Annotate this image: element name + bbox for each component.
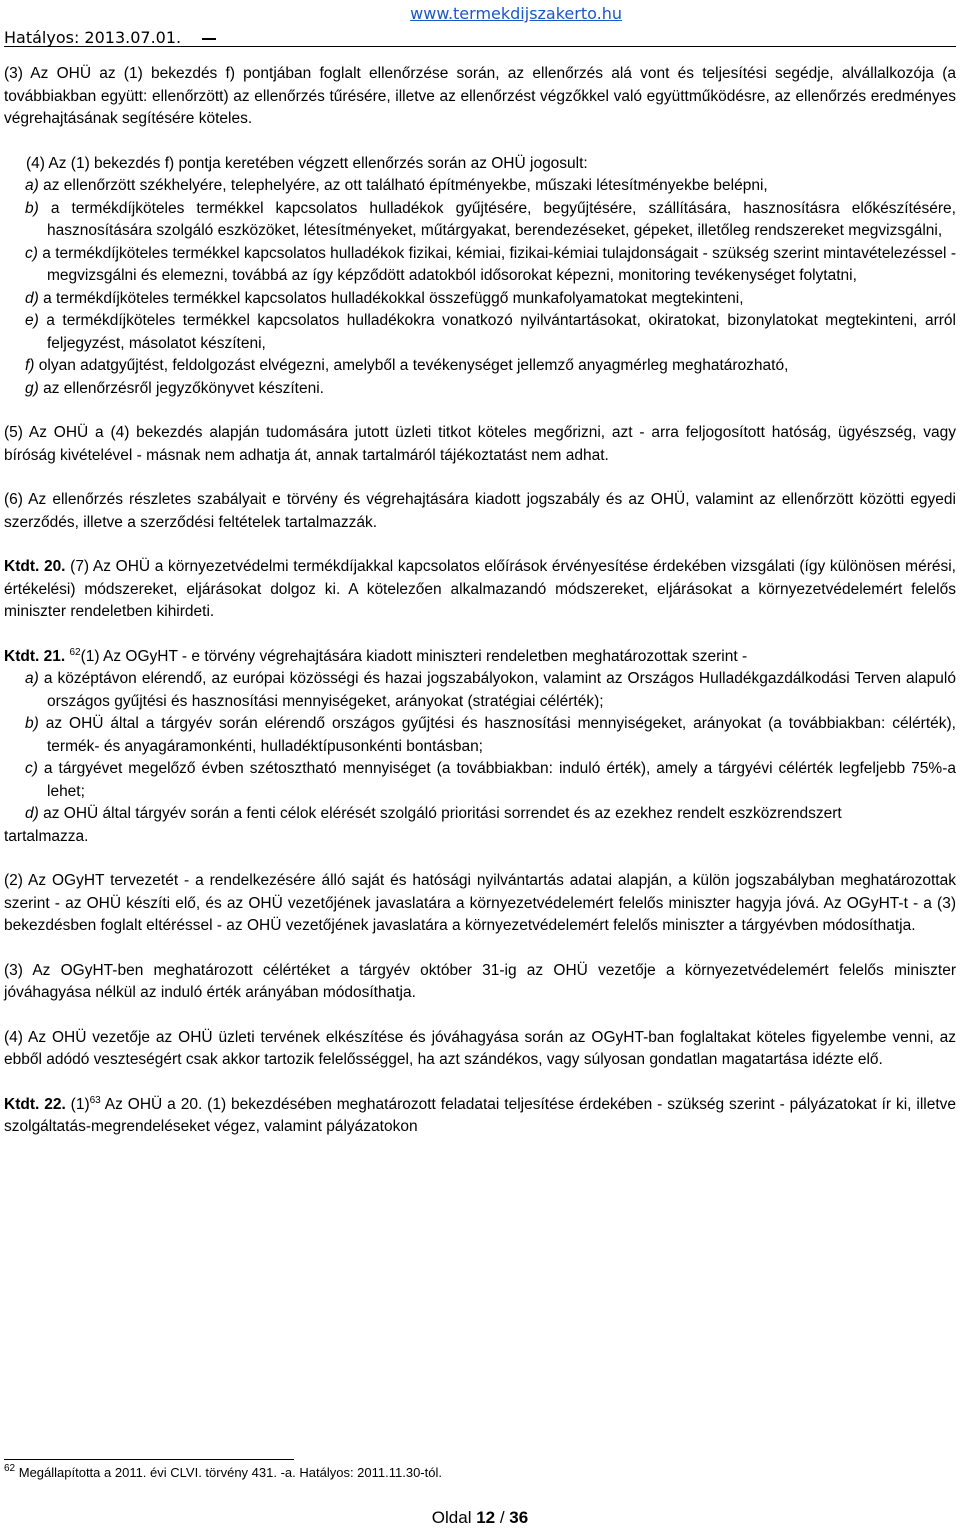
- effective-date: Hatályos: 2013.07.01.: [4, 28, 182, 47]
- list-item: e) a termékdíjköteles termékkel kapcsolatos hulladékokra vonatkozó nyilvántartásokat, okiratokat, bizonylatokat megtekinteni, arról feljegyzést, másolatot készíteni,: [25, 312, 956, 352]
- footnote-ref-62: 62: [69, 646, 81, 658]
- list-item: c) a tárgyévet megelőző évben szétosztható mennyiséget (a továbbiakban: induló érték), amely a tárgyévi célérték legfeljebb 75%-a lehet;: [25, 760, 956, 800]
- footnote-ref-63: 63: [89, 1094, 101, 1106]
- list-item: c) a termékdíjköteles termékkel kapcsolatos hulladékok fizikai, kémiai, fizikai-kémiai tulajdonságait - szükség szerint mintavételezéssel - megvizsgálni és elemezni, továbbá az így képződött adatokból idősorokat képezni, monitoring tevékenységet folytatni,: [25, 244, 956, 284]
- page-footer: Oldal 12 / 36: [431, 1508, 529, 1527]
- footnote: $^{62}$ Megállapította a 2011. évi CLVI. törvény 431. -a. Hatályos: 2011.11.30-tól.: [4, 1463, 442, 1480]
- section-20-label: Ktdt. 20.: [4, 558, 66, 575]
- site-link[interactable]: www.termekdijszakerto.hu: [410, 4, 622, 23]
- footnote-divider: [4, 1459, 294, 1460]
- paragraph-3: (3) Az OHÜ az (1) bekezdés f) pontjában foglalt ellenőrzése során, az ellenőrzés alá vont és teljesítési segédje, alvállalkozója (a továbbiakban együtt: ellenőrzött) az ellenőrzés tűrésére, illetve az ellenőrzést végzőkkel való együttműködésre, az ellenőrzés eredményes végrehajtásának segítésére köteles.: [4, 65, 956, 127]
- list-item: b) az OHÜ által a tárgyév során elérendő országos gyűjtési és hasznosítási mennyiségeket, arányokat (a továbbiakban: célérték), termék- és anyagáramonkénti, hulladéktípusonkénti bontásban;: [25, 715, 956, 755]
- paragraph-6: (6) Az ellenőrzés részletes szabályait e törvény és végrehajtására kiadott jogszabály és az OHÜ, valamint az ellenőrzött közötti egyedi szerződés, illetve a szerződési feltételek tartalmazzák.: [4, 491, 956, 531]
- list-item: f) olyan adatgyűjtést, feldolgozást elvégezni, amelyből a tevékenységet jellemző anyagmérleg meghatározható,: [25, 357, 789, 374]
- section-21-outro: tartalmazza.: [4, 827, 89, 845]
- section-21-paragraph-3: (3) Az OGyHT-ben meghatározott célértéket a tárgyév október 31-ig az OHÜ vezetője a környezetvédelemért felelős miniszter jóváhagyása nélkül az induló érték arányában módosíthatja.: [4, 961, 956, 1001]
- page-total: 36: [509, 1508, 529, 1527]
- list-item: b) a termékdíjköteles termékkel kapcsolatos hulladékok gyűjtésére, begyűjtésére, szállítására, hasznosításra előkészítésére, hasznosítására szolgáló eszközöket, létesítményeket, műtárgyakat, berendezéseket, gépeket, illetőleg rendszereket megvizsgálni,: [25, 199, 956, 239]
- list-item: d) a termékdíjköteles termékkel kapcsolatos hulladékokkal összefüggő munkafolyamatokat megtekinteni,: [25, 289, 744, 307]
- section-21: Ktdt. 21. $^{62}$(1) Az OGyHT - e törvény végrehajtására kiadott miniszteri rendeletben meghatározottak szerint - a) a középtávon elérendő, az európai közösségi és hazai jogszabályokon, valamint az Országos Hulladékgazdálkodási Terven alapuló országos gyűjtési és hasznosítási mennyiségeket, arányokat (stratégiai célérték); b) az OHÜ által a tárgyév során elérendő országos gyűjtési és hasznosítási mennyiségeket, arányokat (a továbbiakban: célérték), termék- és anyagáramonkénti, hulladéktípusonkénti bontásban; c) a tárgyévet megelőző évben szétosztható mennyiséget (a továbbiakban: induló érték), amely a tárgyévi célérték legfeljebb 75%-a lehet; d) az OHÜ által tárgyév során a fenti célok elérését szolgáló prioritási sorrendet és az ezekhez rendelt eszközrendszert tartalmazza.: [4, 646, 956, 849]
- header-divider: [4, 46, 956, 47]
- section-20: Ktdt. 20. (7) Az OHÜ a környezetvédelmi termékdíjakkal kapcsolatos előírások érvényesítése érdekében vizsgálati (így különösen mérési, értékelési) módszereket, eljárásokat dolgoz ki. A kötelezően alkalmazandó módszereket, eljárásokat a környezetvédelemért felelős miniszter rendeletben kihirdeti.: [4, 558, 956, 620]
- list-item: g) az ellenőrzésről jegyzőkönyvet készíteni.: [25, 379, 324, 397]
- header-dash: [202, 38, 216, 40]
- section-21-paragraph-2: (2) Az OGyHT tervezetét - a rendelkezésére álló saját és hatósági nyilvántartás adatai alapján, a külön jogszabályban meghatározottak szerint - az OHÜ készíti elő, és az OHÜ vezetőjének javaslatára a környezetvédelemért felelős miniszter hagyja jóvá. Az OGyHT-t - a (3) bekezdésben foglalt eltéréssel - az OHÜ vezetőjének javaslatára a környezetvédelemért felelős miniszter a tárgyévben módosíthatja.: [4, 872, 956, 934]
- paragraph-5: (5) Az OHÜ a (4) bekezdés alapján tudomására jutott üzleti titkot köteles megőrizni, azt - arra feljogosított hatóság, ügyészség, vagy bíróság kivételével - másnak nem adhatja át, annak tartalmáról tájékoztatást nem adhat.: [4, 424, 956, 464]
- page-header: [0, 0, 960, 46]
- document-body: [4, 63, 956, 1139]
- list-item: a) az ellenőrzött székhelyére, telephelyére, az ott található építményekbe, műszaki létesítményekbe belépni,: [25, 177, 768, 194]
- list-item: d) az OHÜ által tárgyév során a fenti célok elérését szolgáló prioritási sorrendet és az ezekhez rendelt eszközrendszert: [25, 805, 842, 822]
- paragraph-4: [4, 153, 956, 401]
- list-item: a) a középtávon elérendő, az európai közösségi és hazai jogszabályokon, valamint az Országos Hulladékgazdálkodási Terven alapuló országos gyűjtési és hasznosítási mennyiségeket, arányokat (stratégiai célérték);: [25, 670, 956, 710]
- page-current: 12: [476, 1508, 496, 1527]
- section-21-paragraph-4: (4) Az OHÜ vezetője az OHÜ üzleti tervének elkészítése és jóváhagyása során az OGyHT-ban foglaltakat köteles figyelembe venni, az ebből adódó veszteségért csak akkor tartozik felelősséggel, ha azt szándékos, vagy súlyosan gondatlan magatartása idézte elő.: [4, 1028, 956, 1068]
- section-22-label: Ktdt. 22.: [4, 1095, 66, 1113]
- section-22: Ktdt. 22. $(1)^{63}$ Az OHÜ a 20. (1) bekezdésében meghatározott feladatai teljesítése érdekében - szükség szerint - pályázatokat ír ki, illetve szolgáltatás-megrendeléseket végez, valamint pályázatokon: [4, 1094, 957, 1135]
- section-21-label: Ktdt. 21.: [4, 647, 66, 665]
- paragraph-4-intro: (4) Az (1) bekezdés f) pontja keretében végzett ellenőrzés során az OHÜ jogosult:: [26, 154, 588, 172]
